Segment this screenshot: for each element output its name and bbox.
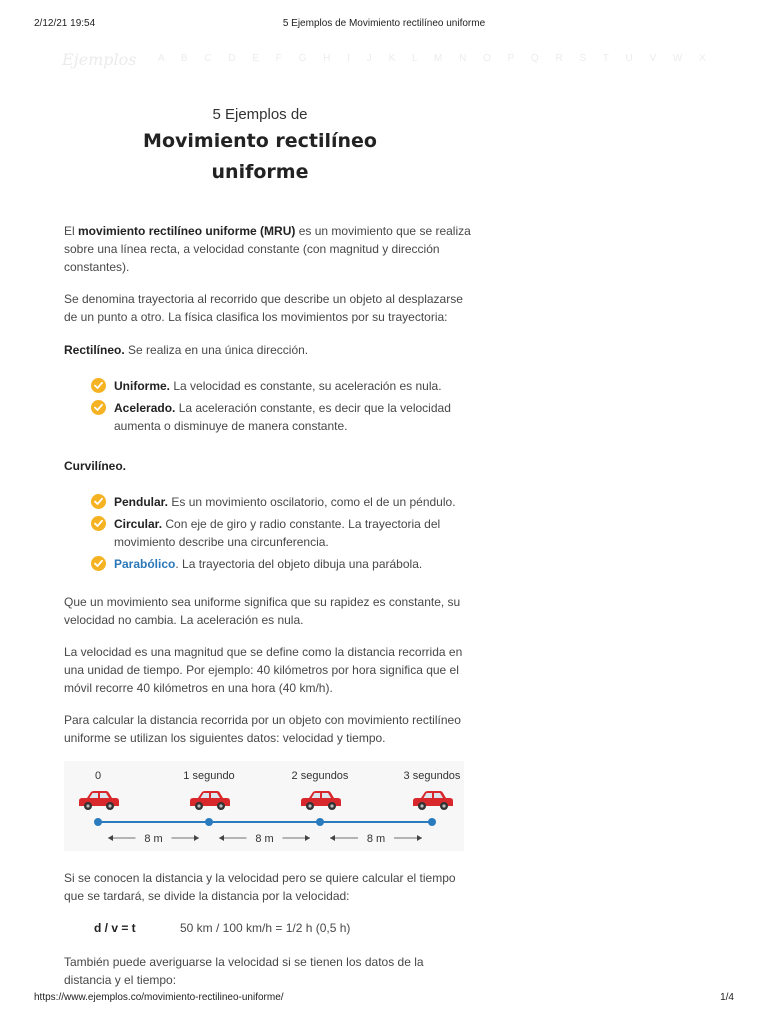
curvilineo-heading: Curvilíneo. <box>64 459 127 473</box>
car-icon <box>413 791 453 810</box>
print-page-number: 1/4 <box>720 992 734 1003</box>
print-header <box>34 18 734 32</box>
car-icon <box>301 791 341 810</box>
distance-label: 8 m <box>255 833 274 845</box>
list-item: Pendular. Es un movimiento oscilatorio, como el de un péndulo. <box>91 493 474 511</box>
arrow-head-left <box>330 835 335 841</box>
arrow-head-left <box>219 835 224 841</box>
check-icon <box>91 494 106 509</box>
list-item: Parabólico. La trayectoria del objeto dibuja una parábola. <box>91 555 474 573</box>
check-icon <box>91 378 106 393</box>
check-icon <box>91 400 106 415</box>
distance-paragraph: Para calcular la distancia recorrida por un objeto con movimiento rectilíneo uniforme se utilizan los siguientes datos: velocidad y tiempo. <box>64 713 461 745</box>
velocity-calc-paragraph: También puede averiguarse la velocidad si se tienen los datos de la distancia y el tiempo: <box>64 955 424 987</box>
article <box>64 100 474 989</box>
site-nav <box>62 50 713 69</box>
arrow-head-left <box>108 835 113 841</box>
time-label: 1 segundo <box>183 770 235 782</box>
print-datetime: 2/12/21 19:54 <box>34 18 96 29</box>
time-label: 2 segundos <box>291 770 349 782</box>
print-title: 5 Ejemplos de Movimiento rectilíneo uniforme <box>282 18 486 29</box>
article-title-line2: uniforme <box>211 161 309 183</box>
velocity-paragraph: La velocidad es una magnitud que se define como la distancia recorrida en una unidad de tiempo. Por ejemplo: 40 kilómetros por hora significa que el móvil recorre 40 kilómetros en una hora (40 km/h). <box>64 645 463 695</box>
print-footer <box>34 992 734 1006</box>
arrow-head-right <box>417 835 422 841</box>
formula-expression: d / v = t <box>94 921 136 935</box>
alphabet-index[interactable]: A B C D E F G H I J K L M N O P Q R S T U V W X <box>158 53 713 64</box>
formula-example: 50 km / 100 km/h = 1/2 h (0,5 h) <box>180 921 351 935</box>
site-logo[interactable]: Ejemplos <box>62 50 137 69</box>
list-item: Acelerado. La aceleración constante, es decir que la velocidad aumenta o disminuye de manera constante. <box>91 399 474 435</box>
print-url: https://www.ejemplos.co/movimiento-rectilineo-uniforme/ <box>34 992 284 1003</box>
mru-term: movimiento rectilíneo uniforme (MRU) <box>78 224 296 238</box>
curvilineo-list <box>91 493 474 573</box>
mru-diagram-svg <box>64 761 464 851</box>
formula-row <box>64 921 474 939</box>
article-title <box>64 126 456 188</box>
list-item: Circular. Con eje de giro y radio constante. La trayectoria del movimiento describe una circunferencia. <box>91 515 474 551</box>
time-label: 3 segundos <box>403 770 461 782</box>
timeline-point <box>205 818 213 826</box>
timeline-point <box>94 818 102 826</box>
car-icon <box>79 791 119 810</box>
intro-paragraph: El movimiento rectilíneo uniforme (MRU) es un movimiento que se realiza sobre una línea recta, a velocidad constante (con magnitud y dirección constantes). <box>64 224 471 274</box>
car-icon <box>190 791 230 810</box>
check-icon <box>91 516 106 531</box>
arrow-head-right <box>305 835 310 841</box>
article-title-line1: Movimiento rectilíneo <box>143 130 377 152</box>
distance-label: 8 m <box>366 833 386 845</box>
time-paragraph: Si se conocen la distancia y la velocidad pero se quiere calcular el tiempo que se tardará, se divide la distancia por la velocidad: <box>64 871 456 903</box>
article-title-small: 5 Ejemplos de <box>212 106 308 123</box>
rectilineo-heading: Rectilíneo. Se realiza en una única dirección. <box>64 343 309 357</box>
distance-label: 8 m <box>144 833 163 845</box>
time-label: 0 <box>94 770 102 782</box>
parabolico-link[interactable]: Parabólico <box>114 557 176 571</box>
timeline-point <box>428 818 436 826</box>
mru-diagram <box>64 761 464 851</box>
rectilineo-list <box>91 377 474 435</box>
trajectory-paragraph: Se denomina trayectoria al recorrido que describe un objeto al desplazarse de un punto a otro. La física clasifica los movimientos por su trayectoria: <box>64 292 463 324</box>
check-icon <box>91 556 106 571</box>
timeline-point <box>316 818 324 826</box>
list-item: Uniforme. La velocidad es constante, su aceleración es nula. <box>91 377 474 395</box>
arrow-head-right <box>194 835 199 841</box>
uniform-paragraph: Que un movimiento sea uniforme significa que su rapidez es constante, su velocidad no cambia. La aceleración es nula. <box>64 595 461 627</box>
